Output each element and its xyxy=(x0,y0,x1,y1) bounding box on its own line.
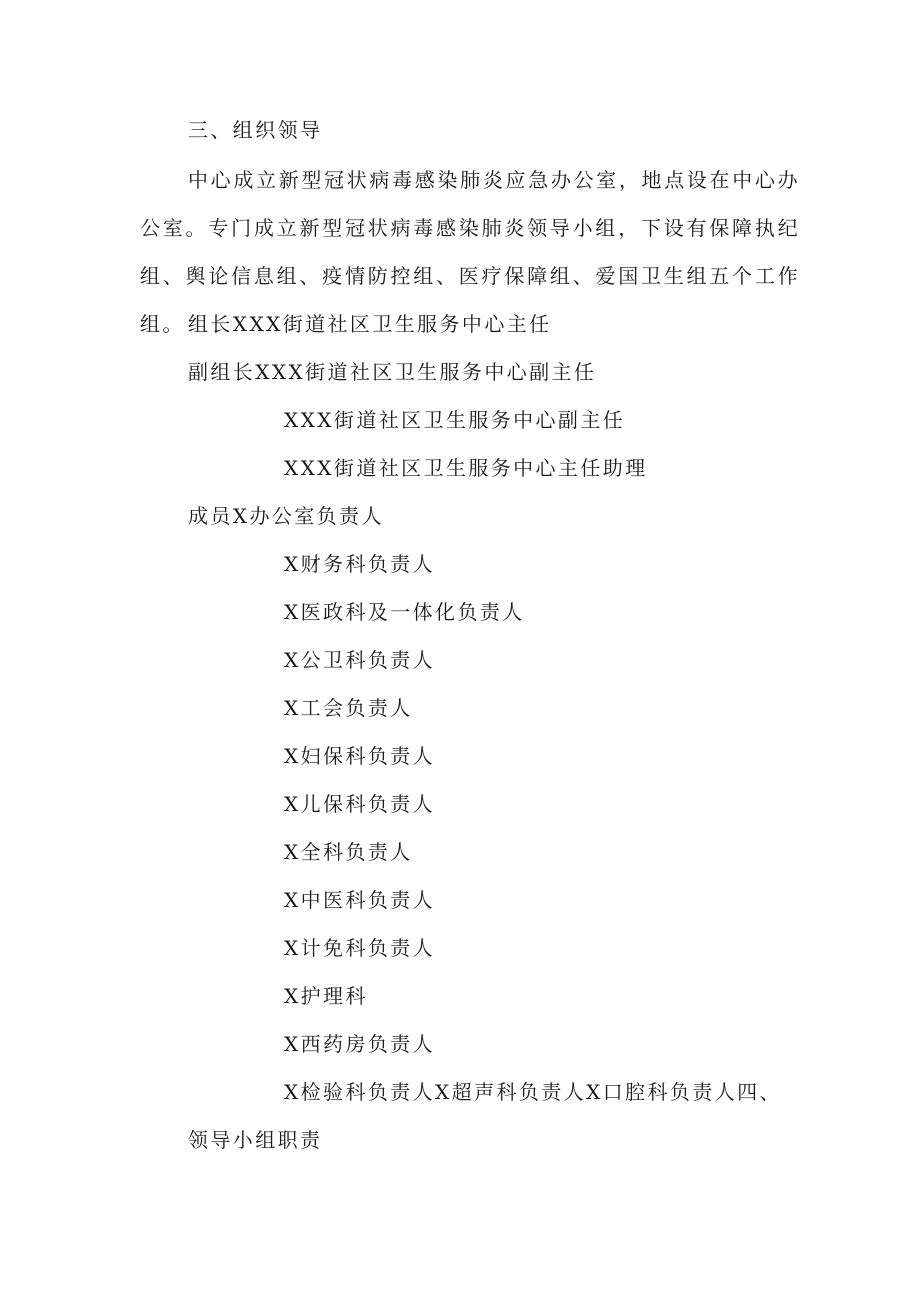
member-line: X儿保科负责人 xyxy=(284,792,436,816)
member-line: X工会负责人 xyxy=(284,696,413,720)
section-heading: 三、组织领导 xyxy=(188,118,323,142)
deputy-line: 副组长XXX街道社区卫生服务中心副主任 xyxy=(188,360,597,384)
member-line: X中医科负责人 xyxy=(284,888,436,912)
member-line: X财务科负责人 xyxy=(284,552,436,576)
deputy-extra-line: XXX街道社区卫生服务中心主任助理 xyxy=(284,456,648,480)
member-line: X妇保科负责人 xyxy=(284,744,436,768)
deputy-extra-line: XXX街道社区卫生服务中心副主任 xyxy=(284,408,626,432)
member-line: X全科负责人 xyxy=(284,840,413,864)
member-line: X公卫科负责人 xyxy=(284,648,436,672)
member-line: X西药房负责人 xyxy=(284,1032,436,1056)
member-line: X护理科 xyxy=(284,984,368,1008)
member-line: X计免科负责人 xyxy=(284,936,436,960)
leader-line: 组长XXX街道社区卫生服务中心主任 xyxy=(188,312,552,336)
intro-paragraph: 中心成立新型冠状病毒感染肺炎应急办公室，地点设在中心办公室。专门成立新型冠状病毒感染肺炎领导小组，下设有保障执纪组、舆论信息组、疫情防控组、医疗保障组、爱国卫生组五个工作组。 xyxy=(140,168,800,336)
members-line: 成员X办公室负责人 xyxy=(188,504,384,528)
next-heading: 领导小组职责 xyxy=(188,1128,323,1152)
member-line: X医政科及一体化负责人 xyxy=(284,600,525,624)
member-line: X检验科负责人X超声科负责人X口腔科负责人四、 xyxy=(284,1080,782,1104)
